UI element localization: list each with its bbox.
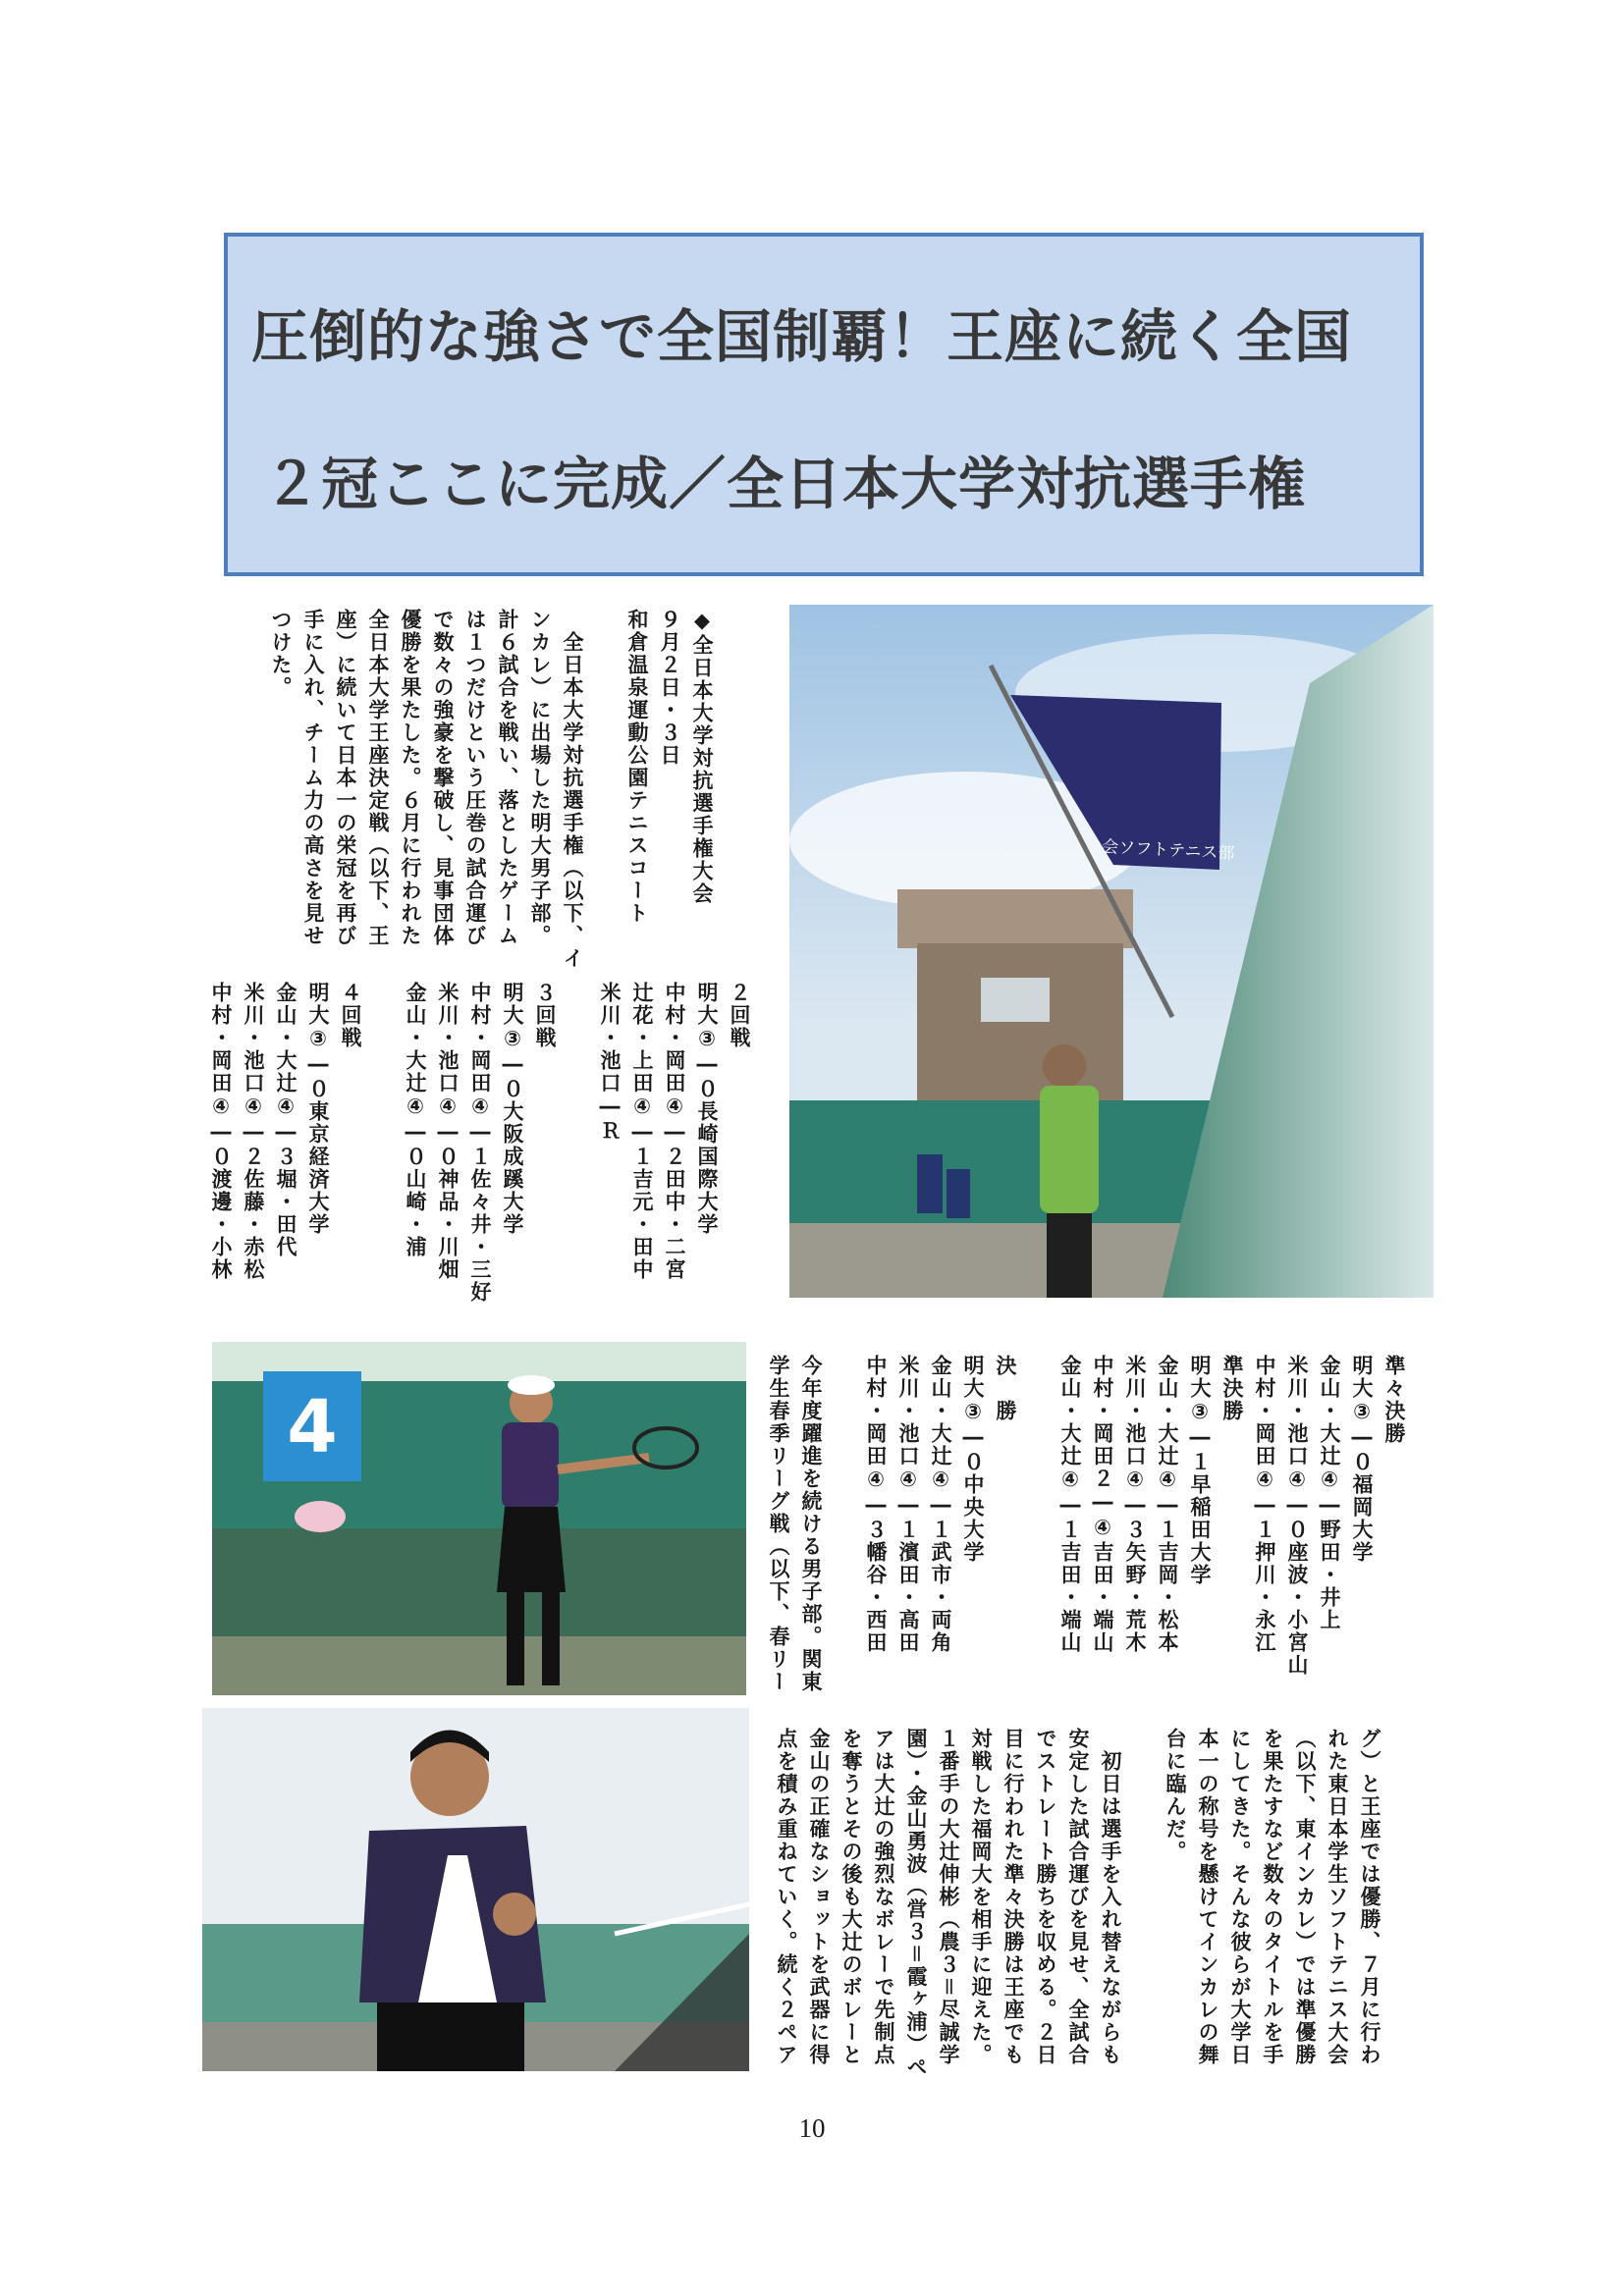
team-flag-photo bbox=[789, 605, 1434, 1298]
headline-line-1: 圧倒的な強さで全国制覇！王座に続く全国 bbox=[251, 303, 1353, 370]
early-rounds-results: ２回戦 明大③―０長崎国際大学 中村・岡田④―２田中・二宮 辻花・上田④―１吉元・田中 米川・池口―Ｒ ３回戦 明大③―０大阪成蹊大学 中村・岡田④―１佐々井・三好 米川・池口④―０神品・川畑 金山・大辻④―０山崎・浦 ４回戦 明大③―０東京経済大学 金山・大辻④―３堀・田代 米川・池口④―２佐藤・赤松 中村・岡田④―０渡邊・小林 bbox=[209, 982, 751, 1304]
headline-line-2: ２冠ここに完成／全日本大学対抗選手権 bbox=[263, 451, 1307, 517]
player-fistpump-photo bbox=[202, 1708, 749, 2071]
intro-column: ◆全日本大学対抗選手権大会 ９月２日・３日 和倉温泉運動公園テニスコート 全日本大学対抗選手権（以下、イ ンカレ）に出場した明大男子部。 計６試合を戦い、落としたゲーム は１つだけという圧巻の試合運び で数々の強豪を撃破し、見事団体 優勝を果たした。６月に行われた 全日本大学王座決定戦（以下、王 座）に続いて日本一の栄冠を再び 手に入れ、チーム力の高さを見せ つけた。 bbox=[269, 609, 714, 970]
article-body-continued: グ）と王座では優勝、７月に行わ れた東日本学生ソフトテニス大会 （以下、東インカレ）では準優勝 を果たすなど数々のタイトルを手 にしてきた。そんな彼らが大学日 本一の称号を懸けてインカレの舞 台に臨んだ。 初日は選手を入れ替えながらも 安定した試合運びを見せ、全試合 でストレート勝ちを収める。２日 目に行われた準々決勝は王座でも 対戦した福岡大を相手に迎えた。 １番手の大辻伸彬（農３＝尽誠学 園）・金山勇波（営３＝霞ヶ浦）ペ アは大辻の強烈なボレーで先制点 を奪うとその後も大辻のボレーと 金山の正確なショットを武器に得 点を積み重ねていく。続く２ペア bbox=[775, 1728, 1381, 2079]
final-rounds-results: 準々決勝 明大③―０福岡大学 金山・大辻④―野田・井上 米川・池口④―０座波・小宮山 中村・岡田④―１押川・永江 準決勝 明大③―１早稲田大学 金山・大辻④―１吉岡・松本 米川・池口④―３矢野・荒木 中村・岡田２―④吉田・端山 金山・大辻④―１吉田・端山 決 勝 明大③―０中央大学 金山・大辻④―１武市・両角 米川・池口④―１濱田・高田 中村・岡田④―３幡谷・西田 今年度躍進を続ける男子部。関東 学生春季リーグ戦（以下、春リー bbox=[767, 1355, 1406, 1693]
flag-text: 会ソフトテニス部 bbox=[1101, 837, 1235, 865]
player-volley-photo bbox=[212, 1342, 746, 1695]
headline-box bbox=[224, 233, 1424, 576]
page-number: 10 bbox=[798, 2113, 826, 2143]
court-number: 4 bbox=[287, 1385, 338, 1469]
